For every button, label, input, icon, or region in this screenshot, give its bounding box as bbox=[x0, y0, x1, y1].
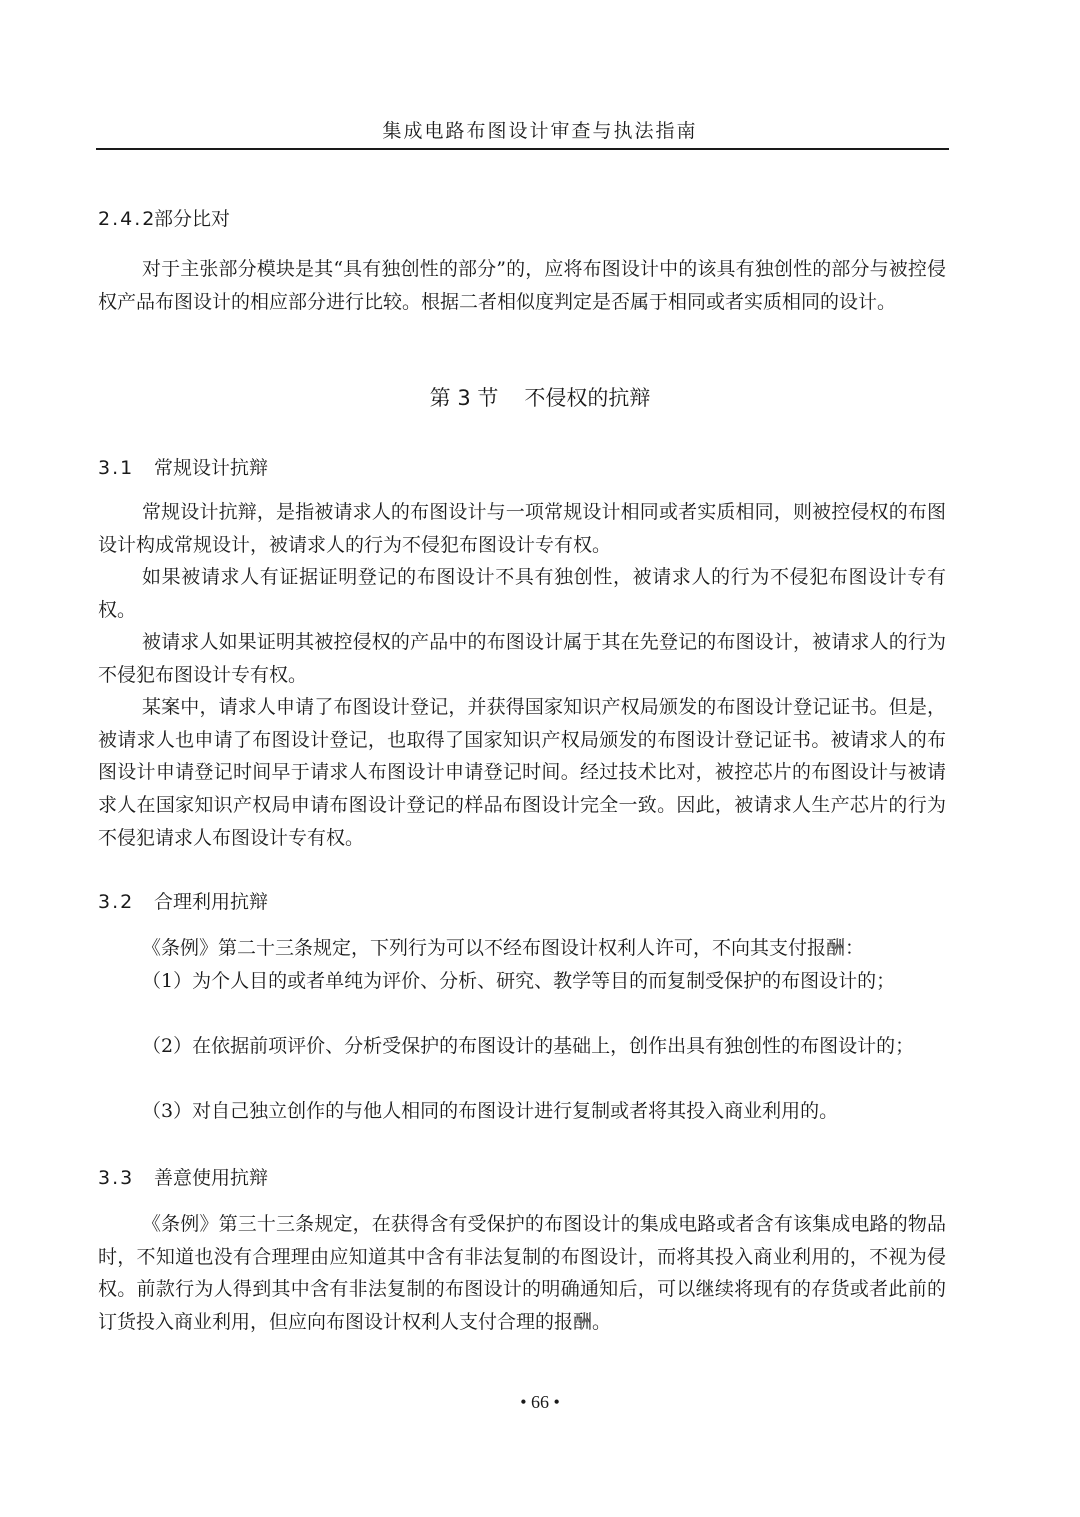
subsection-number: 3.3 bbox=[98, 1167, 135, 1189]
subsection-heading-3-2 bbox=[98, 889, 268, 915]
page-number: • 66 • bbox=[520, 1392, 560, 1412]
paragraph: 如果被请求人有证据证明登记的布图设计不具有独创性，被请求人的行为不侵犯布图设计专有权。 bbox=[98, 566, 946, 621]
subsection-title: 部分比对 bbox=[154, 208, 231, 230]
list-item: （3）对自己独立创作的与他人相同的布图设计进行复制或者将其投入商业利用的。 bbox=[142, 1100, 839, 1122]
list-item: （2）在依据前项评价、分析受保护的布图设计的基础上，创作出具有独创性的布图设计的； bbox=[142, 1035, 915, 1057]
paragraph: 对于主张部分模块是其“具有独创性的部分”的，应将布图设计中的该具有独创性的部分与被控侵权产品布图设计的相应部分进行比较。根据二者相似度判定是否属于相同或者实质相同的设计。 bbox=[98, 258, 946, 313]
subsection-number: 3.2 bbox=[98, 891, 135, 913]
list-item: （1）为个人目的或者单纯为评价、分析、研究、教学等目的而复制受保护的布图设计的； bbox=[142, 970, 896, 992]
subsection-heading-2-4-2 bbox=[98, 206, 230, 232]
subsection-title: 常规设计抗辩 bbox=[154, 457, 269, 479]
subsection-title: 合理利用抗辩 bbox=[154, 891, 269, 913]
paragraph: 常规设计抗辩，是指被请求人的布图设计与一项常规设计相同或者实质相同，则被控侵权的布图设计构成常规设计，被请求人的行为不侵犯布图设计专有权。 bbox=[98, 501, 946, 556]
subsection-title: 善意使用抗辩 bbox=[154, 1167, 269, 1189]
section-title: 不侵权的抗辩 bbox=[524, 386, 651, 410]
subsection-number: 2.4.2 bbox=[98, 208, 157, 230]
paragraph: 《条例》第二十三条规定，下列行为可以不经布图设计权利人许可，不向其支付报酬： bbox=[142, 937, 865, 959]
subsection-number: 3.1 bbox=[98, 457, 135, 479]
section-number: 第 3 节 bbox=[429, 386, 499, 410]
subsection-heading-3-1 bbox=[98, 455, 268, 481]
running-header-title: 集成电路布图设计审查与执法指南 bbox=[382, 120, 698, 142]
subsection-heading-3-3 bbox=[98, 1165, 268, 1191]
paragraph: 《条例》第三十三条规定，在获得含有受保护的布图设计的集成电路或者含有该集成电路的物品时，不知道也没有合理理由应知道其中含有非法复制的布图设计，而将其投入商业利用的，不视为侵权。前款行为人得到其中含有非法复制的布图设计的明确通知后，可以继续将现有的存货或者此前的订货投入商业利用，但应向布图设计权利人支付合理的报酬。 bbox=[98, 1213, 946, 1334]
paragraph: 某案中，请求人申请了布图设计登记，并获得国家知识产权局颁发的布图设计登记证书。但是，被请求人也申请了布图设计登记，也取得了国家知识产权局颁发的布图设计登记证书。被请求人的布图设计申请登记时间早于请求人布图设计申请登记时间。经过技术比对，被控芯片的布图设计与被请求人在国家知识产权局申请布图设计登记的样品布图设计完全一致。因此，被请求人生产芯片的行为不侵犯请求人布图设计专有权。 bbox=[98, 696, 946, 849]
header-divider bbox=[96, 148, 949, 150]
paragraph: 被请求人如果证明其被控侵权的产品中的布图设计属于其在先登记的布图设计，被请求人的行为不侵犯布图设计专有权。 bbox=[98, 631, 946, 686]
section-heading-3 bbox=[0, 384, 1080, 412]
